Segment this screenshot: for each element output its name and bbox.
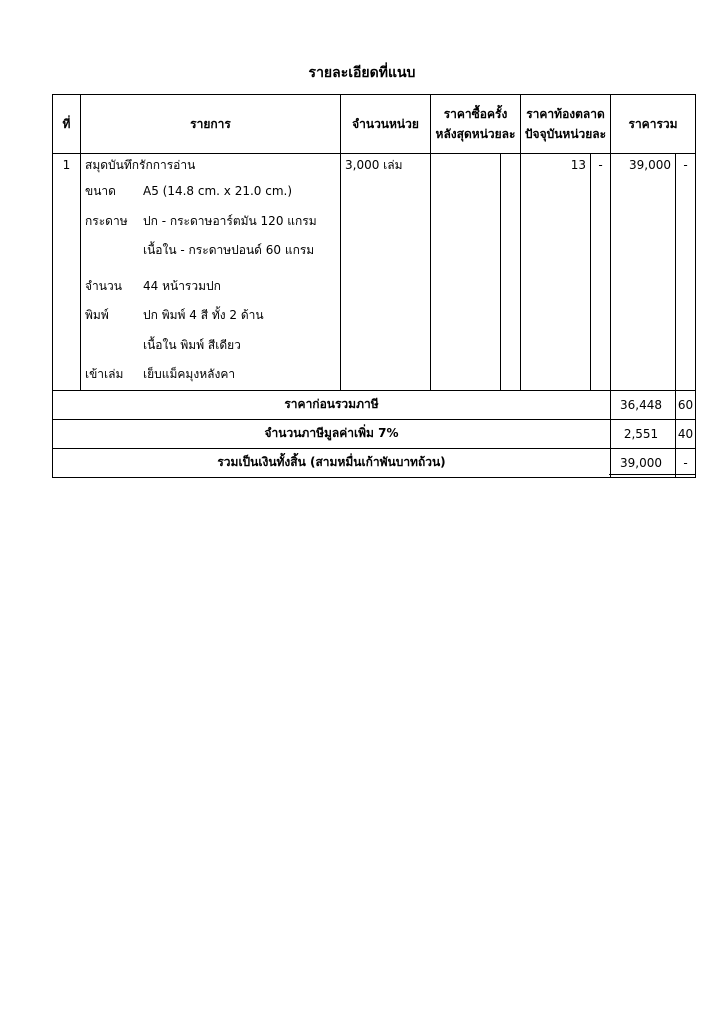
total-cell: [611, 154, 676, 391]
item-total-dec: -: [683, 158, 688, 172]
detail-line: [81, 360, 340, 390]
item-total: 39,000: [629, 158, 672, 172]
header-quantity: จำนวนหน่วย: [341, 95, 431, 154]
grand-total-value: 39,000: [611, 448, 676, 477]
detail-line: [81, 301, 340, 331]
detail-value: เนื้อใน พิมพ์ สีเดียว: [143, 337, 241, 352]
last-price-cell: [431, 154, 501, 391]
detail-value: เนื้อใน - กระดาษปอนด์ 60 แกรม: [143, 243, 315, 257]
grand-total-dec: -: [676, 448, 696, 477]
vat-label: จำนวนภาษีมูลค่าเพิ่ม 7%: [53, 419, 611, 448]
header-last-price-line2: หลังสุดหน่วยละ: [435, 127, 516, 141]
detail-label: พิมพ์: [85, 308, 109, 322]
detail-value: ปก พิมพ์ 4 สี ทั้ง 2 ด้าน: [143, 308, 264, 322]
header-no: ที่: [53, 95, 81, 154]
detail-value: เย็บแม็คมุงหลังคา: [143, 367, 236, 381]
pre-tax-dec: 60: [676, 390, 696, 419]
item-row: [53, 154, 696, 391]
detail-label: ขนาด: [85, 184, 116, 198]
item-no-cell: [53, 154, 81, 391]
last-price-dec-cell: [501, 154, 521, 391]
header-last-price: [431, 95, 521, 154]
price-table: [52, 94, 696, 478]
detail-value: A5 (14.8 cm. x 21.0 cm.): [143, 184, 293, 198]
market-price-dec-cell: [591, 154, 611, 391]
grand-total-label: รวมเป็นเงินทั้งสิ้น (สามหมื่นเก้าพันบาทถ้วน): [53, 448, 611, 477]
header-market-price-line1: ราคาท้องตลาด: [526, 107, 605, 121]
header-market-price: [521, 95, 611, 154]
header-item: รายการ: [81, 95, 341, 154]
header-market-price-line2: ปัจจุบันหน่วยละ: [524, 127, 607, 141]
market-price-cell: [521, 154, 591, 391]
detail-line: [81, 272, 340, 302]
header-row: [53, 95, 696, 154]
pre-tax-row: [53, 390, 696, 419]
detail-label: เข้าเล่ม: [85, 367, 124, 381]
detail-label: จำนวน: [85, 278, 122, 293]
total-dec-cell: [676, 154, 696, 391]
item-no: 1: [62, 158, 71, 172]
pre-tax-label: ราคาก่อนรวมภาษี: [53, 390, 611, 419]
vat-row: [53, 419, 696, 448]
detail-value: 44 หน้ารวมปก: [143, 278, 221, 293]
item-description-cell: [81, 154, 341, 391]
market-price-dec: -: [598, 158, 603, 172]
page-title: รายละเอียดที่แนบ: [308, 65, 416, 81]
header-last-price-line1: ราคาซื้อครั้ง: [443, 107, 508, 121]
detail-line: [81, 207, 340, 237]
detail-line: [81, 331, 340, 361]
item-quantity: 3,000 เล่ม: [345, 158, 403, 172]
grand-total-row: [53, 448, 696, 477]
item-name: สมุดบันทึกรักการอ่าน: [85, 158, 196, 172]
detail-value: ปก - กระดาษอาร์ตมัน 120 แกรม: [143, 213, 317, 228]
detail-line: [81, 177, 340, 207]
detail-label: กระดาษ: [85, 213, 128, 228]
vat-dec: 40: [676, 419, 696, 448]
header-total: ราคารวม: [611, 95, 696, 154]
vat-value: 2,551: [611, 419, 676, 448]
item-quantity-cell: [341, 154, 431, 391]
detail-line: [81, 236, 340, 266]
pre-tax-value: 36,448: [611, 390, 676, 419]
double-underline: [609, 474, 695, 477]
market-price: 13: [570, 158, 587, 172]
